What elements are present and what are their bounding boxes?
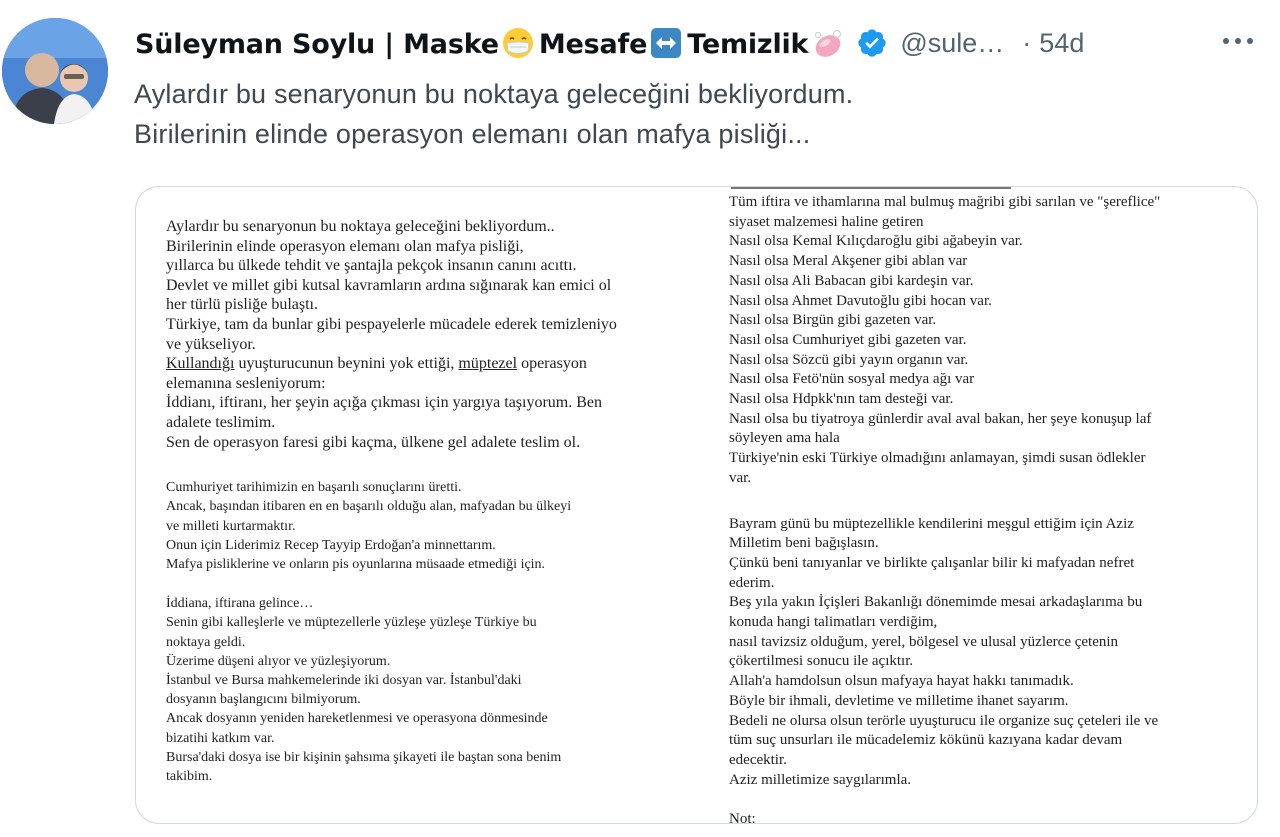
doc-line: tüm suç unsurları ile mücadelemiz kökünü kazıyana kadar devam	[729, 732, 1123, 749]
doc-line: nasıl tavizsiz olduğum, yerel, bölgesel ve ulusal yüzlerce çetenin	[729, 633, 1119, 650]
doc-line: çökertilmesi sonucu ile açıktır.	[729, 653, 914, 670]
doc-line: ve milleti kurtarmaktır.	[166, 518, 296, 534]
doc-line: elemanına sesleniyorum:	[166, 374, 326, 392]
doc-line: Aylardır bu senaryonun bu noktaya geleceğini bekliyordum..	[166, 218, 555, 235]
doc-line: ve yükseliyor.	[166, 335, 256, 353]
doc-text: operasyon	[517, 355, 587, 373]
doc-line: Sen de operasyon faresi gibi kaçma, ülkene gel adalete teslim ol.	[166, 433, 581, 451]
doc-line: var.	[729, 469, 752, 486]
doc-line: Nasıl olsa Meral Akşener gibi ablan var	[729, 253, 968, 270]
doc-line: konuda hangi talimatları verdiğim,	[729, 614, 938, 631]
doc-line: ederim.	[729, 574, 775, 591]
doc-line: Türkiye'nin eski Türkiye olmadığını anlamayan, şimdi susan ödlekler	[729, 450, 1146, 467]
doc-line: Aziz milletimize saygılarımla.	[729, 771, 912, 788]
doc-line: Nasıl olsa bu tiyatroya günlerdir aval aval bakan, her şeye konuşup laf	[729, 410, 1152, 427]
tweet-header	[135, 20, 1084, 66]
doc-line: Senin gibi kalleşlerle ve müptezellerle yüzleşe yüzleşe Türkiye bu	[166, 615, 537, 631]
document-right-page	[729, 187, 1257, 823]
author-handle[interactable]: @sule…	[900, 27, 1005, 58]
author-name-part3: Temizlik	[687, 29, 809, 60]
doc-line: Çünkü beni tanıyanlar ve birlikte çalışanlar bilir ki mafyadan nefret	[729, 554, 1135, 571]
tweet-text-line: Birilerinin elinde operasyon elemanı olan mafya pisliği...	[134, 119, 811, 149]
doc-line: noktaya geldi.	[166, 634, 246, 650]
doc-line: Beş yıla yakın İçişleri Bakanlığı dönemimde mesai arkadaşlarıma bu	[729, 594, 1143, 611]
doc-line: İddianı, iftiranı, her şeyin açığa çıkması için yargıya taşıyorum. Ben	[166, 394, 603, 412]
doc-line: Nasıl olsa Cumhuriyet gibi gazeten var.	[729, 331, 967, 348]
doc-line: Birilerinin elinde operasyon elemanı olan mafya pisliği,	[166, 237, 524, 255]
doc-line: yıllarca bu ülkede tehdit ve şantajla pekçok insanın canını acıttı.	[166, 257, 577, 275]
verified-badge-icon	[856, 27, 888, 59]
doc-line: her türlü pisliğe bulaştı.	[166, 296, 318, 314]
doc-underlined-word: müptezel	[458, 355, 518, 373]
doc-line: Nasıl olsa Birgün gibi gazeten var.	[729, 312, 937, 329]
doc-line: Devlet ve millet gibi kutsal kavramların ardına sığınarak kan emici ol	[166, 276, 612, 294]
doc-line: Ancak, başından itibaren en en başarılı olduğu alan, mafyadan bu ülkeyi	[166, 499, 572, 515]
left-right-arrow-emoji-icon	[649, 26, 683, 60]
document-left-page	[166, 187, 726, 823]
doc-text: uyuşturucunun beynini yok ettiği,	[234, 355, 459, 373]
doc-line: Nasıl olsa Ali Babacan gibi kardeşin var.	[729, 272, 974, 289]
doc-line: Nasıl olsa Kemal Kılıçdaroğlu gibi ağabeyin var.	[729, 233, 1023, 250]
doc-line	[166, 354, 726, 374]
doc-line: takibim.	[166, 768, 213, 784]
tweet-image-document[interactable]	[135, 186, 1258, 824]
doc-line: Üzerime düşeni alıyor ve yüzleşiyorum.	[166, 653, 391, 669]
avatar-photo	[2, 18, 108, 124]
doc-line: Nasıl olsa Fetö'nün sosyal medya ağı var	[729, 371, 975, 388]
doc-line: dosyanın başlangıcını bilmiyorum.	[166, 692, 361, 708]
doc-line: Not:	[729, 811, 756, 823]
doc-line: siyaset malzemesi haline getiren	[729, 213, 924, 230]
doc-line: Türkiye, tam da bunlar gibi pespayelerle mücadele ederek temizleniyo	[166, 315, 617, 333]
doc-underlined-word: Kullandığı	[166, 355, 235, 373]
doc-line: Ancak dosyanın yeniden hareketlenmesi ve operasyona dönmesinde	[166, 711, 548, 727]
doc-line: Onun için Liderimiz Recep Tayyip Erdoğan'a minnettarım.	[166, 537, 496, 553]
doc-line: Nasıl olsa Sözcü gibi yayın organın var.	[729, 351, 969, 368]
doc-line: İddiana, iftirana gelince…	[166, 596, 314, 612]
doc-line: Mafya pisliklerine ve onların pis oyunlarına müsaade etmediği için.	[166, 556, 546, 572]
doc-line: Bursa'daki dosya ise bir kişinin şahsıma şikayeti ile baştan sona benim	[166, 749, 562, 765]
doc-line: Tüm iftira ve ithamlarına mal bulmuş mağribi gibi sarılan ve "şereflice"	[729, 194, 1161, 210]
doc-line: Bayram günü bu müptezellikle kendilerini meşgul ettiğim için Aziz	[729, 515, 1134, 532]
doc-line: Nasıl olsa Ahmet Davutoğlu gibi hocan var.	[729, 292, 992, 309]
tweet-timestamp[interactable]: 54d	[1039, 27, 1085, 58]
doc-line: İstanbul ve Bursa mahkemelerinde iki dosyan var. İstanbul'daki	[166, 672, 522, 688]
doc-line: Böyle bir ihmali, devletime ve milletime ihanet sayarım.	[729, 692, 1069, 709]
more-options-icon[interactable]	[1218, 26, 1258, 56]
tweet-text	[134, 74, 1234, 154]
doc-line: Allah'a hamdolsun olsun mafyaya hayat hakkı tanımadık.	[729, 673, 1074, 690]
soap-emoji-icon	[810, 26, 844, 60]
separator-dot: ·	[1022, 27, 1032, 58]
author-name[interactable]	[135, 26, 848, 60]
doc-line: adalete teslimim.	[166, 413, 276, 431]
doc-line: Milletim beni bağışlasın.	[729, 535, 879, 552]
doc-line: Nasıl olsa Hdpkk'nın tam desteği var.	[729, 391, 954, 408]
mask-face-emoji-icon	[501, 26, 535, 60]
author-avatar[interactable]	[2, 18, 108, 124]
author-name-part1: Süleyman Soylu | Maske	[135, 29, 499, 60]
doc-line: bizatihi katkım var.	[166, 730, 275, 746]
tweet-text-line: Aylardır bu senaryonun bu noktaya geleceğini bekliyordum.	[134, 79, 854, 109]
doc-line: Bedeli ne olursa olsun terörle uyuşturucu ile organize suç çeteleri ile ve	[729, 712, 1159, 729]
doc-line: Cumhuriyet tarihimizin en başarılı sonuçlarını üretti.	[166, 480, 462, 496]
author-name-part2: Mesafe	[538, 29, 648, 60]
doc-line: edecektir.	[729, 751, 787, 768]
doc-line: söyleyen ama hala	[729, 430, 840, 447]
